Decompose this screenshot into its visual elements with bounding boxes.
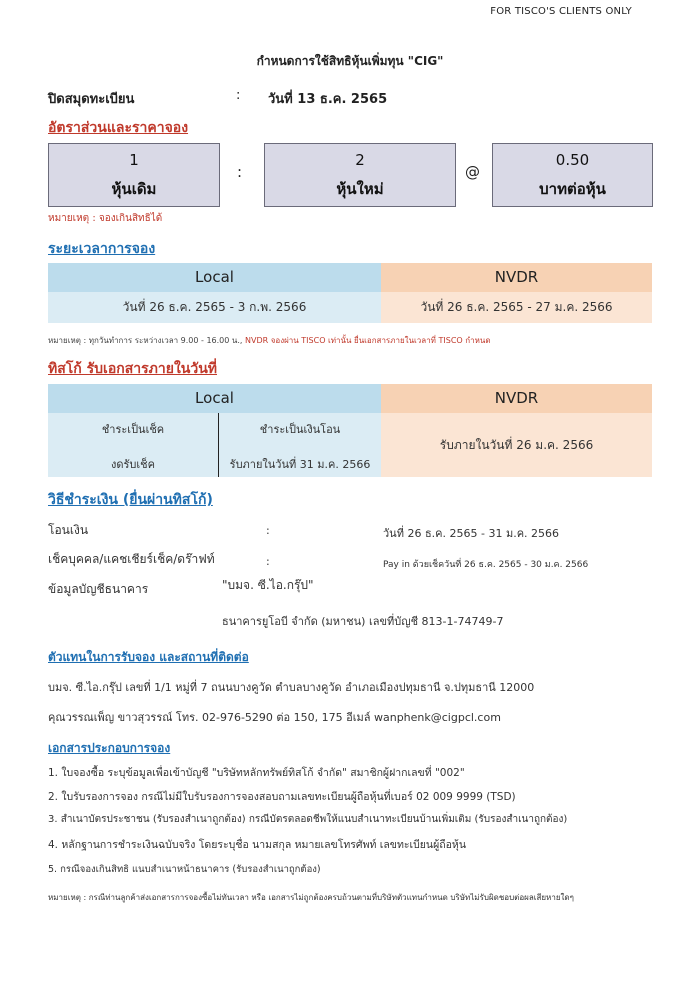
clients-only-note: FOR TISCO'S CLIENTS ONLY <box>490 6 632 17</box>
price-box <box>492 143 653 207</box>
document-item-5: 5. กรณีจองเกินสิทธิ แนบสำเนาหน้าธนาคาร (รับรองสำเนาถูกต้อง) <box>48 864 321 875</box>
bank-account-detail: ธนาคารยูโอบี จำกัด (มหาชน) เลขที่บัญชี 813-1-74749-7 <box>222 615 504 628</box>
book-close-label: ปิดสมุดทะเบียน <box>48 92 135 107</box>
period-nvdr-header: NVDR <box>381 263 652 292</box>
agent-address: บมจ. ซี.ไอ.กรุ๊ป เลขที่ 1/1 หมู่ที่ 7 ถนนบางคูวัด ตำบลบางคูวัด อำเภอเมืองปทุมธานี จ.ปทุมธานี 12000 <box>48 681 535 694</box>
period-heading: ระยะเวลาการจอง <box>48 241 156 257</box>
document-item-2: 2. ใบรับรองการจอง กรณีไม่มีใบรับรองการจองสอบถามเลขทะเบียนผู้ถือหุ้นที่เบอร์ 02 009 9999 (TSD) <box>48 791 516 803</box>
cheque-value: งดรับเช็ค <box>111 458 155 471</box>
payment-cheque-label: เช็คบุคคล/แคชเชียร์เช็ค/ดร๊าฟท์ <box>48 552 215 566</box>
payment-transfer-label: โอนเงิน <box>48 523 89 537</box>
bank-info-label: ข้อมูลบัญชีธนาคาร <box>48 582 149 596</box>
new-shares-unit: หุ้นใหม่ <box>336 180 384 198</box>
bank-account-name: "บมจ. ซี.ไอ.กรุ๊ป" <box>222 578 314 592</box>
payment-transfer-colon: : <box>266 524 270 537</box>
docs-deadline-heading: ทิสโก้ รับเอกสารภายในวันที่ <box>48 361 218 377</box>
period-nvdr-dates: วันที่ 26 ธ.ค. 2565 - 27 ม.ค. 2566 <box>381 292 652 323</box>
documents-footnote: หมายเหตุ : กรณีท่านลูกค้าส่งเอกสารการจองซื้อไม่ทันเวลา หรือ เอกสารไม่ถูกต้องครบถ้วนตามที่บริษัทตัวแทนกำหนด บริษัทไม่รับผิดชอบต่อผลเสียหายใดๆ <box>48 893 574 902</box>
period-local-dates: วันที่ 26 ธ.ค. 2565 - 3 ก.พ. 2566 <box>48 292 381 323</box>
price-at-sign: @ <box>465 163 480 181</box>
book-close-colon: : <box>236 88 241 103</box>
document-item-1: 1. ใบจองซื้อ ระบุข้อมูลเพื่อเข้าบัญชี "บริษัทหลักทรัพย์ทิสโก้ จำกัด" สมาชิกผู้ฝากเลขที่ "002" <box>48 767 465 779</box>
cheque-cell <box>48 413 218 477</box>
cheque-label: ชำระเป็นเช็ค <box>101 423 165 436</box>
agent-heading: ตัวแทนในการรับจอง และสถานที่ติดต่อ <box>48 650 249 664</box>
document-item-3: 3. สำเนาบัตรประชาชน (รับรองสำเนาถูกต้อง) กรณีบัตรตลอดชีพให้แนบสำเนาทะเบียนบ้านเพิ่มเติม (รับรองสำเนาถูกต้อง) <box>48 814 568 825</box>
deadline-nvdr-value: รับภายในวันที่ 26 ม.ค. 2566 <box>381 413 652 477</box>
transfer-label: ชำระเป็นเงินโอน <box>259 423 341 436</box>
payment-transfer-value: วันที่ 26 ธ.ค. 2565 - 31 ม.ค. 2566 <box>383 527 560 540</box>
new-shares-box <box>264 143 456 207</box>
period-local-header: Local <box>48 263 381 292</box>
deadline-nvdr-header: NVDR <box>381 384 652 413</box>
oversubscribe-remark: หมายเหตุ : จองเกินสิทธิได้ <box>48 213 163 224</box>
old-shares-qty: 1 <box>129 151 139 169</box>
ratio-separator: : <box>237 163 243 181</box>
period-note-nvdr: NVDR จองผ่าน TISCO เท่านั้น ยื่นเอกสารภายในเวลาที่ TISCO กำหนด <box>242 336 491 345</box>
transfer-cell <box>219 413 381 477</box>
payment-heading: วิธีชำระเงิน (ยื่นผ่านทิสโก้) <box>48 492 213 508</box>
period-note-hours: หมายเหตุ : ทุกวันทำการ ระหว่างเวลา 9.00 - 16.00 น., <box>48 336 243 345</box>
old-shares-unit: หุ้นเดิม <box>111 180 157 198</box>
payment-cheque-colon: : <box>266 555 270 568</box>
period-note <box>48 334 491 347</box>
document-item-4: 4. หลักฐานการชำระเงินฉบับจริง โดยระบุชื่อ นามสกุล หมายเลขโทรศัพท์ เลขทะเบียนผู้ถือหุ้น <box>48 839 467 851</box>
new-shares-qty: 2 <box>355 151 365 169</box>
ratio-heading: อัตราส่วนและราคาจอง <box>48 120 189 136</box>
documents-heading: เอกสารประกอบการจอง <box>48 741 171 755</box>
deadline-local-header: Local <box>48 384 381 413</box>
price-unit: บาทต่อหุ้น <box>539 180 606 198</box>
old-shares-box <box>48 143 220 207</box>
payment-cheque-value: Pay in ด้วยเช็ควันที่ 26 ธ.ค. 2565 - 30 ม.ค. 2566 <box>383 560 589 570</box>
transfer-value: รับภายในวันที่ 31 ม.ค. 2566 <box>229 458 371 471</box>
agent-contact: คุณวรรณเพ็ญ ขาวสุวรรณ์ โทร. 02-976-5290 ต่อ 150, 175 อีเมล์ wanphenk@cigpcl.com <box>48 711 501 724</box>
page-title: กำหนดการใช้สิทธิหุ้นเพิ่มทุน "CIG" <box>256 54 444 68</box>
book-close-date: วันที่ 13 ธ.ค. 2565 <box>268 92 388 107</box>
price-value: 0.50 <box>555 151 590 169</box>
